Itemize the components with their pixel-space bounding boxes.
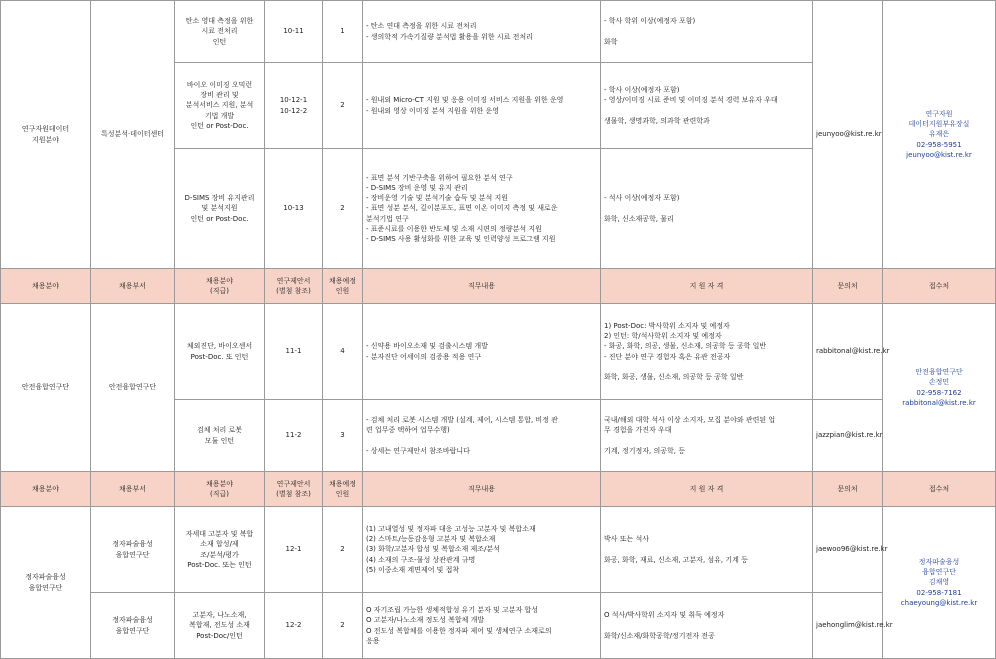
table-row (1, 1, 996, 63)
position-cell: 고분자, 나노소재, 복합재, 전도성 소재 Post-Doc/인턴 (175, 593, 265, 659)
position-cell: 체외진단, 바이오센서 Post-Doc. 또 인턴 (175, 304, 265, 400)
duties-cell: - 탄소 연대 측정을 위한 시료 전처리 - 생의학적 가속기질량 분석법 활용을 위한 시료 전처리 (363, 1, 601, 63)
duties-cell: O 자기조립 가능한 생체적합성 유기 분자 및 고분자 합성 O 고분자/나노소재 정도성 복합체 개발 O 전도성 복합체를 이용한 정자파 제어 및 생체연구 소재로의 응용 (363, 593, 601, 659)
duties-cell: - 신약용 바이오소재 및 검출시스템 개발 - 분자진단 어세이의 검증용 적용 연구 (363, 304, 601, 400)
contact-cell: jeunyoo@kist.re.kr (813, 1, 883, 269)
header-count: 채용예정 인원 (323, 269, 363, 304)
position-cell: 바이오 이미징 오믹런 장비 관리 및 분석서비스 지원, 분석 기법 개발 인턴 or Post-Doc. (175, 63, 265, 149)
header-receiver: 접수처 (883, 269, 996, 304)
contact-cell: rabbitonal@kist.re.kr (813, 304, 883, 400)
count-cell: 1 (323, 1, 363, 63)
ref-cell: 10-11 (265, 1, 323, 63)
dept-cell: 정자파술융성 융합연구단 (91, 507, 175, 593)
count-cell: 3 (323, 400, 363, 472)
table-row (1, 593, 996, 659)
duties-cell: (1) 고내열성 및 정자파 대응 고성능 고분자 및 복합소재 (2) 스마트/능동감응형 고분자 및 복합소재 (3) 화학/고분자 합성 및 복합소재 제조/분석 (4) 소재의 구조-물성 상관관계 규명 (5) 이중소재 계면제어 및 접착 (363, 507, 601, 593)
position-cell: 검체 처리 로봇 모듈 인턴 (175, 400, 265, 472)
table-row (1, 507, 996, 593)
table-row (1, 304, 996, 400)
position-cell: 자세대 고분자 및 복합 소재 합성/제 조/분석/평가 Post-Doc. 또는 인턴 (175, 507, 265, 593)
qual-cell: 박사 또는 석사 화공, 화학, 재료, 신소재, 고분자, 섬유, 기계 등 (601, 507, 813, 593)
receiver-cell: 안전융합연구단 손정민 02-958-7162 rabbitonal@kist.re.kr (883, 304, 996, 472)
receiver-cell: 연구자원 데이터지원부유장실 유재은 02-958-5951 jeunyoo@kist.re.kr (883, 1, 996, 269)
qual-cell: 1) Post-Doc: 박사학위 소지자 및 예정자 2) 인턴: 학/석사학위 소지자 및 예정자 - 화공, 화학, 의공, 생물, 신소재, 의공학 등 공학 일반 - 진단 분야 연구 경험자 혹은 유관 전공자 화학, 화공, 생물, 신소재, 의공학 등 공학 일반 (601, 304, 813, 400)
header-duties: 직무내용 (363, 269, 601, 304)
ref-cell: 11-1 (265, 304, 323, 400)
count-cell: 2 (323, 593, 363, 659)
qual-cell: - 석사 이상(예정자 포함) 화학, 신소재공학, 물리 (601, 149, 813, 269)
header-dept: 채용부서 (91, 269, 175, 304)
count-cell: 4 (323, 304, 363, 400)
field-cell: 정자파술융성 융합연구단 (1, 507, 91, 659)
dept-cell: 정자파술융성 융합연구단 (91, 593, 175, 659)
ref-cell: 10-12-1 10-12-2 (265, 63, 323, 149)
duties-cell: - 원내외 Micro-CT 지원 및 응용 이미징 서비스 지원을 위한 운영 - 원내외 영상 이미징 분석 지원을 위한 운영 (363, 63, 601, 149)
duties-cell: - 검체 처리 로봇 시스템 개발 (설계, 제어, 시스템 통합, 비정 관 련 업무중 택하여 업무수행) - 상세는 연구제안서 참조바랍니다 (363, 400, 601, 472)
receiver-cell: 정자파술융성 융합연구단 김채영 02-958-7181 chaeyoung@kist.re.kr (883, 507, 996, 659)
contact-cell: jaehonglim@kist.re.kr (813, 593, 883, 659)
qual-cell: - 학사 이상(예정자 포함) - 영상/이미징 시료 준비 및 이미징 분석 경력 보유자 우대 생물학, 생명과학, 의과학 관련학과 (601, 63, 813, 149)
contact-cell: jaewoo96@kist.re.kr (813, 507, 883, 593)
header-dept: 채용부서 (91, 472, 175, 507)
contact-cell: jazzpian@kist.re.kr (813, 400, 883, 472)
header-position: 채용분야 (직급) (175, 472, 265, 507)
header-ref: 연구제안서 (별첨 참조) (265, 472, 323, 507)
count-cell: 2 (323, 507, 363, 593)
header-row (1, 472, 996, 507)
header-receiver: 접수처 (883, 472, 996, 507)
header-row (1, 269, 996, 304)
field-cell: 안전융합연구단 (1, 304, 91, 472)
field-cell: 연구자원데이터 지원분야 (1, 1, 91, 269)
ref-cell: 12-2 (265, 593, 323, 659)
header-duties: 직무내용 (363, 472, 601, 507)
dept-cell: 특성분석·데이터센터 (91, 1, 175, 269)
duties-cell: - 표면 분석 기반구축을 위하여 필요한 분석 연구 - D-SIMS 장비 운영 및 유지 관리 - 장비운영 기술 및 분석기술 습득 및 분석 지원 - 표면 성분 분석, 깊이분포도, 표면 이온 이미지 측정 및 새로운 분석기법 연구 - 표준시료를 이용한 반도체 및 소재 시편의 정량분석 지원 - D-SIMS 사용 활성화를 위한 교육 및 인력양성 프로그램 지원 (363, 149, 601, 269)
qual-cell: O 석사/박사학위 소지자 및 취득 예정자 화학/신소재/화학공학/정기전자 전공 (601, 593, 813, 659)
dept-cell: 안전융합연구단 (91, 304, 175, 472)
qual-cell: 국내/해외 대학 석사 이상 소지자, 모집 분야와 관련된 업 무 경험을 가진자 우대 기계, 정기정자, 의공학, 등 (601, 400, 813, 472)
ref-cell: 10-13 (265, 149, 323, 269)
ref-cell: 11-2 (265, 400, 323, 472)
count-cell: 2 (323, 149, 363, 269)
header-field: 채용분야 (1, 472, 91, 507)
position-cell: D-SIMS 장비 유지관리 및 분석지원 인턴 or Post-Doc. (175, 149, 265, 269)
header-contact: 문의처 (813, 472, 883, 507)
header-count: 채용예정 인원 (323, 472, 363, 507)
header-qual: 지 원 자 격 (601, 472, 813, 507)
count-cell: 2 (323, 63, 363, 149)
header-contact: 문의처 (813, 269, 883, 304)
ref-cell: 12-1 (265, 507, 323, 593)
header-position: 채용분야 (직급) (175, 269, 265, 304)
qual-cell: - 학사 학위 이상(예정자 포함) 화학 (601, 1, 813, 63)
header-field: 채용분야 (1, 269, 91, 304)
position-cell: 탄소 영대 측정을 위한 시료 전처리 인턴 (175, 1, 265, 63)
header-qual: 지 원 자 격 (601, 269, 813, 304)
header-ref: 연구제안서 (별첨 참조) (265, 269, 323, 304)
